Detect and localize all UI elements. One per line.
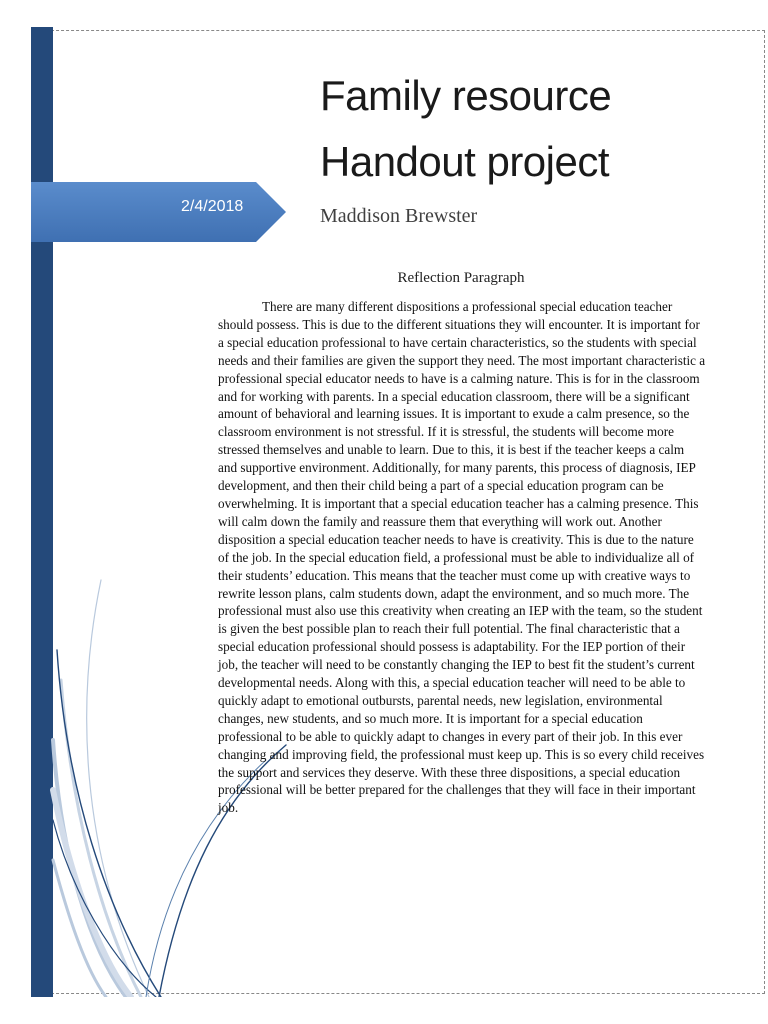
date-text: 2/4/2018 (181, 198, 244, 215)
reflection-paragraph (218, 298, 706, 817)
reflection-paragraph-text: There are many different dispositions a professional special education teacher should possess. This is due to the different situations they will encounter. It is important for a special education professional to have certain characteristics, so the students with special needs and their families are given the support they need. The most important characteristic a professional special educator needs to have is a calming nature. This is for in the classroom and for working with parents. In a special education classroom, there will be a significant amount of behavioral and learning issues. It is important to exude a calm presence, so the classroom environment is not stressful. If it is stressful, the students will become more stressed themselves and unable to learn. Due to this, it is best if the teacher keeps a calm and supportive environment. Additionally, for many parents, this process of diagnosis, IEP development, and then their child being a part of a special education program can be overwhelming. It is important that a special education teacher has a calming presence. This will calm down the family and reassure them that everything will work out. Another disposition a special education teacher needs to have is creativity. This is due to the nature of the job. In the special education field, a professional must be able to individualize all of their students’ education. This means that the teacher must come up with creative ways to rewrite lesson plans, calm students down, adapt the environment, and so much more. The professional must also use this creativity when creating an IEP with the team, so the student is given the best possible plan to reach their full potential. The final characteristic that a special education professional should possess is adaptability. For the IEP portion of their job, the teacher will need to be constantly changing the IEP to best fit the student’s current developmental needs. Along with this, a special education teacher will need to be able to quickly adapt to emotional outbursts, parental needs, new legislation, environmental changes, new students, and so much more. It is important for a special education professional to be able to quickly adapt to changes in every part of their job. In this ever changing and improving field, the professional must keep up. This is so every child receives the support and services they deserve. With these three dispositions, a special education professional will be better prepared for the challenges that they will face in their important job. (218, 299, 706, 816)
document-title (320, 63, 740, 195)
author-name: Maddison Brewster (320, 205, 478, 227)
title-line-1: Family resource (320, 72, 612, 119)
section-heading: Reflection Paragraph (397, 270, 525, 286)
title-line-2: Handout project (320, 138, 610, 185)
